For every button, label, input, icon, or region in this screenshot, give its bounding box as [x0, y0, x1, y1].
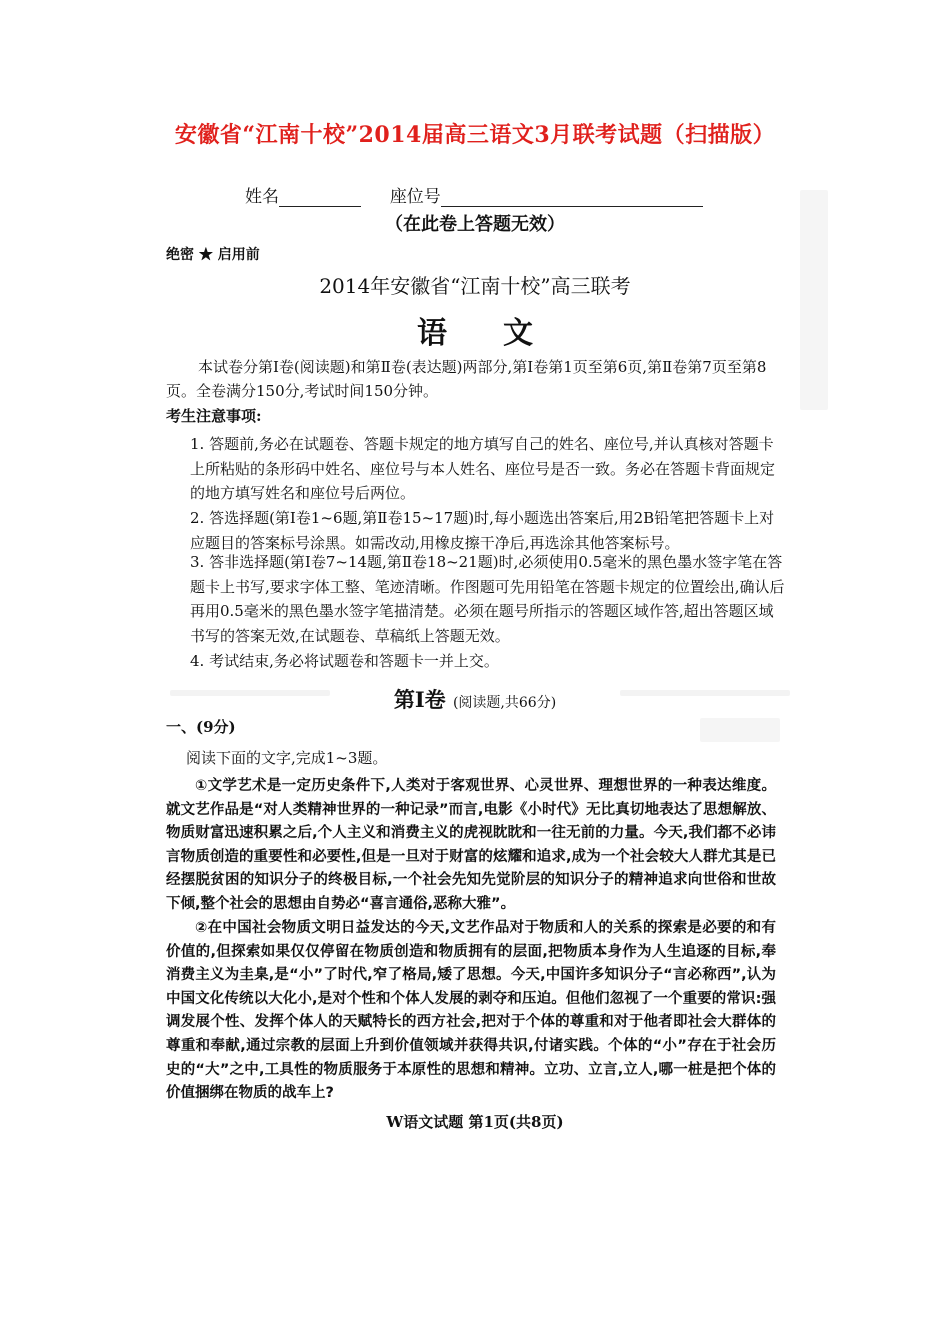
name-seat-row [245, 182, 703, 207]
seat-label: 座位号 [389, 187, 441, 207]
part-title-sub: (阅读题,共66分) [452, 695, 557, 711]
name-label: 姓名 [245, 187, 279, 207]
scan-smudge [620, 690, 790, 696]
seat-blank [441, 188, 703, 207]
notice-item: 2. 答选择题(第Ⅰ卷1~6题,第Ⅱ卷15~17题)时,每小题选出答案后,用2B铅笔把答题卡上对应题目的答案标号涂黑。如需改动,用橡皮擦干净后,再选涂其他答案标号。 [190, 509, 775, 552]
document-title: 安徽省“江南十校”2014届高三语文3月联考试题（扫描版） [174, 122, 776, 148]
notice-item: 4. 考试结束,务必将试题卷和答题卡一并上交。 [190, 652, 499, 670]
page-footer: W语文试题 第1页(共8页) [386, 1113, 564, 1131]
scan-smudge [170, 690, 330, 696]
scan-smudge [700, 718, 780, 742]
subject-title: 语文 [417, 316, 589, 351]
confidential-mark: 绝密 ★ 启用前 [166, 247, 260, 263]
notice-heading: 考生注意事项: [166, 407, 262, 425]
notice-item: 3. 答非选择题(第Ⅰ卷7~14题,第Ⅱ卷18~21题)时,必须使用0.5毫米的黑色墨水签字笔在答题卡上书写,要求字体工整、笔迹清晰。作图题可先用铅笔在答题卡规定的位置绘出,确认后再用0.5毫米的黑色墨水签字笔描清楚。必须在题号所指示的答题区域作答,超出答题区域书写的答案无效,在试题卷、草稿纸上答题无效。 [190, 553, 785, 645]
part-title-main: 第Ⅰ卷 [393, 687, 446, 712]
exam-intro: 本试卷分第Ⅰ卷(阅读题)和第Ⅱ卷(表达题)两部分,第Ⅰ卷第1页至第6页,第Ⅱ卷第7页至第8页。全卷满分150分,考试时间150分钟。 [166, 358, 767, 400]
reading-instruction: 阅读下面的文字,完成1~3题。 [186, 749, 388, 767]
reading-paragraph: ①文学艺术是一定历史条件下,人类对于客观世界、心灵世界、理想世界的一种表达维度。就文艺作品是“对人类精神世界的一种记录”而言,电影《小时代》无比真切地表达了思想解放、物质财富迅速积累之后,个人主义和消费主义的虎视眈眈和一往无前的力量。今天,我们都不必讳言物质创造的重要性和必要性,但是一旦对于财富的炫耀和追求,成为一个社会较大人群尤其是已经摆脱贫困的知识分子的终极目标,一个社会先知先觉阶层的知识分子的精神追求向世俗和世故下倾,整个社会的思想由自势必“喜言通俗,恶称大雅”。 [166, 778, 776, 912]
name-blank [279, 188, 361, 207]
notice-item: 1. 答题前,务必在试题卷、答题卡规定的地方填写自己的姓名、座位号,并认真核对答题卡上所粘贴的条形码中姓名、座位号与本人姓名、座位号是否一致。务必在答题卡背面规定的地方填写姓名和座位号后两位。 [190, 435, 776, 502]
section-heading: 一、(9分) [166, 718, 236, 736]
invalid-answer-note: （在此卷上答题无效） [385, 214, 565, 235]
part-title [0, 684, 950, 714]
reading-paragraph: ②在中国社会物质文明日益发达的今天,文艺作品对于物质和人的关系的探索是必要的和有价值的,但探索如果仅仅停留在物质创造和物质拥有的层面,把物质本身作为人生追逐的目标,奉消费主义为圭臬,是“小”了时代,窄了格局,矮了思想。今天,中国许多知识分子“言必称西”,认为中国文化传统以大化小,是对个性和个体人发展的剥夺和压迫。但他们忽视了一个重要的常识:强调发展个性、发挥个体人的天赋特长的西方社会,把对于个体的尊重和对于他者即社会大群体的尊重和奉献,通过宗教的层面上升到价值领域并获得共识,付诸实践。个体的“小”存在于社会历史的“大”之中,工具性的物质服务于本原性的思想和精神。立功、立言,立人,哪一桩是把个体的价值捆绑在物质的战车上? [166, 920, 776, 1102]
scan-smudge [800, 190, 828, 410]
exam-title: 2014年安徽省“江南十校”高三联考 [319, 274, 631, 298]
